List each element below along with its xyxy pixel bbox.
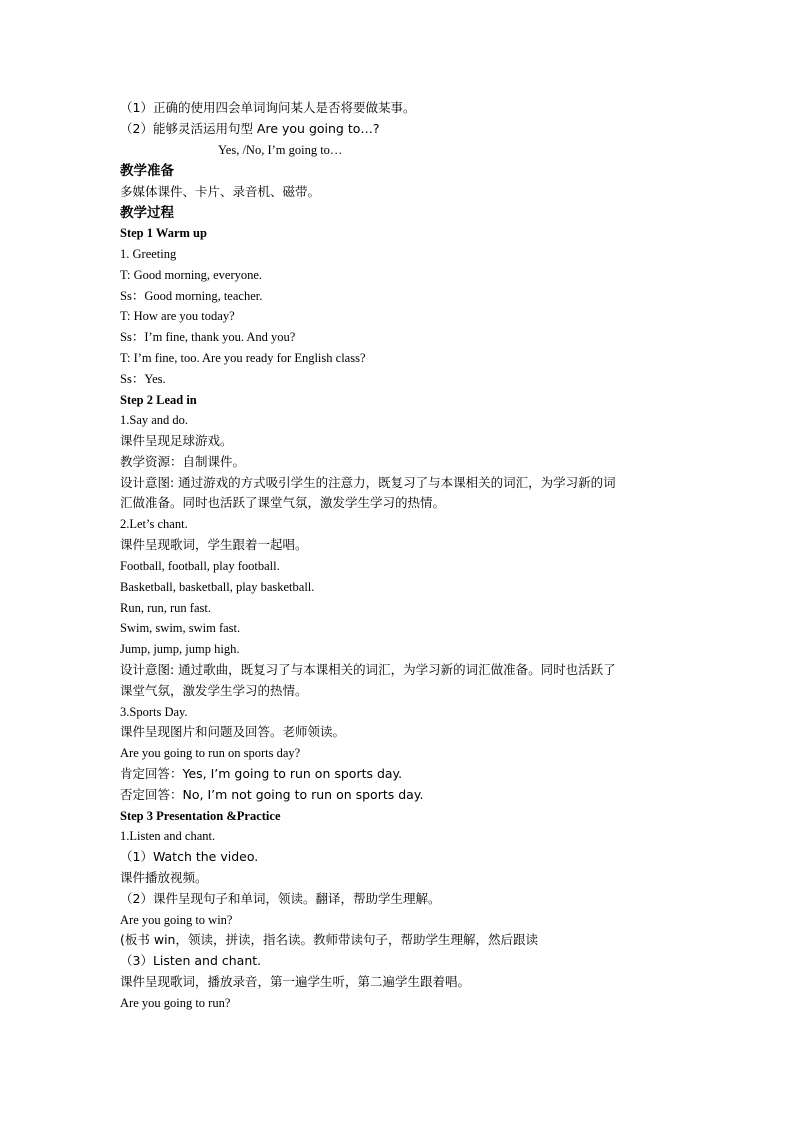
answer-line: 否定回答：No, I’m not going to run on sports day. <box>120 787 424 802</box>
dialogue-line: T: How are you today? <box>120 309 235 323</box>
chant-line: Run, run, run fast. <box>120 601 211 615</box>
step2-heading: Step 2 Lead in <box>120 393 197 407</box>
text-line: 课件播放视频。 <box>120 870 208 885</box>
dialogue-line: Ss：Good morning, teacher. <box>120 289 263 303</box>
text-line: 教学资源：自制课件。 <box>120 454 246 469</box>
text-line: （3）Listen and chant. <box>120 953 262 968</box>
text-line: 课件呈现歌词，播放录音，第一遍学生听，第二遍学生跟着唱。 <box>120 974 471 989</box>
step3-heading: Step 3 Presentation &Practice <box>120 809 281 823</box>
step1-heading: Step 1 Warm up <box>120 226 207 240</box>
dialogue-line: Ss：I’m fine, thank you. And you? <box>120 330 296 344</box>
dialogue-line: T: Good morning, everyone. <box>120 268 263 282</box>
activity-title: 1.Say and do. <box>120 413 189 427</box>
design-intent-line: 设计意图: 通过歌曲，既复习了与本课相关的词汇，为学习新的词汇做准备。同时也活跃了 <box>120 662 616 677</box>
answer-line: 肯定回答：Yes, I’m going to run on sports day. <box>120 766 403 781</box>
activity-title: 2.Let’s chant. <box>120 517 188 531</box>
activity-title: 3.Sports Day. <box>120 705 188 719</box>
text-line: （1）Watch the video. <box>120 849 259 864</box>
objective-1: （1）正确的使用四会单词询问某人是否将要做某事。 <box>120 100 416 115</box>
question-line: Are you going to run? <box>120 996 231 1010</box>
greeting-label: 1. Greeting <box>120 247 177 261</box>
design-intent-line: 汇做准备。同时也活跃了课堂气氛，激发学生学习的热情。 <box>120 495 446 510</box>
preparation-text: 多媒体课件、卡片、录音机、磁带。 <box>120 184 321 199</box>
text-line: （2）课件呈现句子和单词，领读。翻译，帮助学生理解。 <box>120 891 441 906</box>
chant-line: Football, football, play football. <box>120 559 280 573</box>
design-intent-line: 设计意图: 通过游戏的方式吸引学生的注意力，既复习了与本课相关的词汇，为学习新的词 <box>120 475 616 490</box>
heading-preparation: 教学准备 <box>120 163 174 179</box>
question-line: Are you going to win? <box>120 913 233 927</box>
dialogue-line: Ss：Yes. <box>120 372 166 386</box>
text-line: 课件呈现足球游戏。 <box>120 433 233 448</box>
chant-line: Swim, swim, swim fast. <box>120 621 241 635</box>
objective-2-answer: Yes, /No, I’m going to… <box>218 143 343 157</box>
activity-title: 1.Listen and chant. <box>120 829 216 843</box>
question-line: Are you going to run on sports day? <box>120 746 301 760</box>
design-intent-line: 课堂气氛，激发学生学习的热情。 <box>120 683 308 698</box>
chant-line: Basketball, basketball, play basketball. <box>120 580 315 594</box>
dialogue-line: T: I’m fine, too. Are you ready for English class? <box>120 351 366 365</box>
text-line: 课件呈现图片和问题及回答。老师领读。 <box>120 724 346 739</box>
text-line: (板书 win，领读，拼读，指名读。教师带读句子，帮助学生理解，然后跟读 <box>120 932 538 947</box>
text-line: 课件呈现歌词，学生跟着一起唱。 <box>120 537 308 552</box>
chant-line: Jump, jump, jump high. <box>120 642 240 656</box>
heading-process: 教学过程 <box>120 205 174 221</box>
objective-2: （2）能够灵活运用句型 Are you going to…? <box>120 121 380 136</box>
